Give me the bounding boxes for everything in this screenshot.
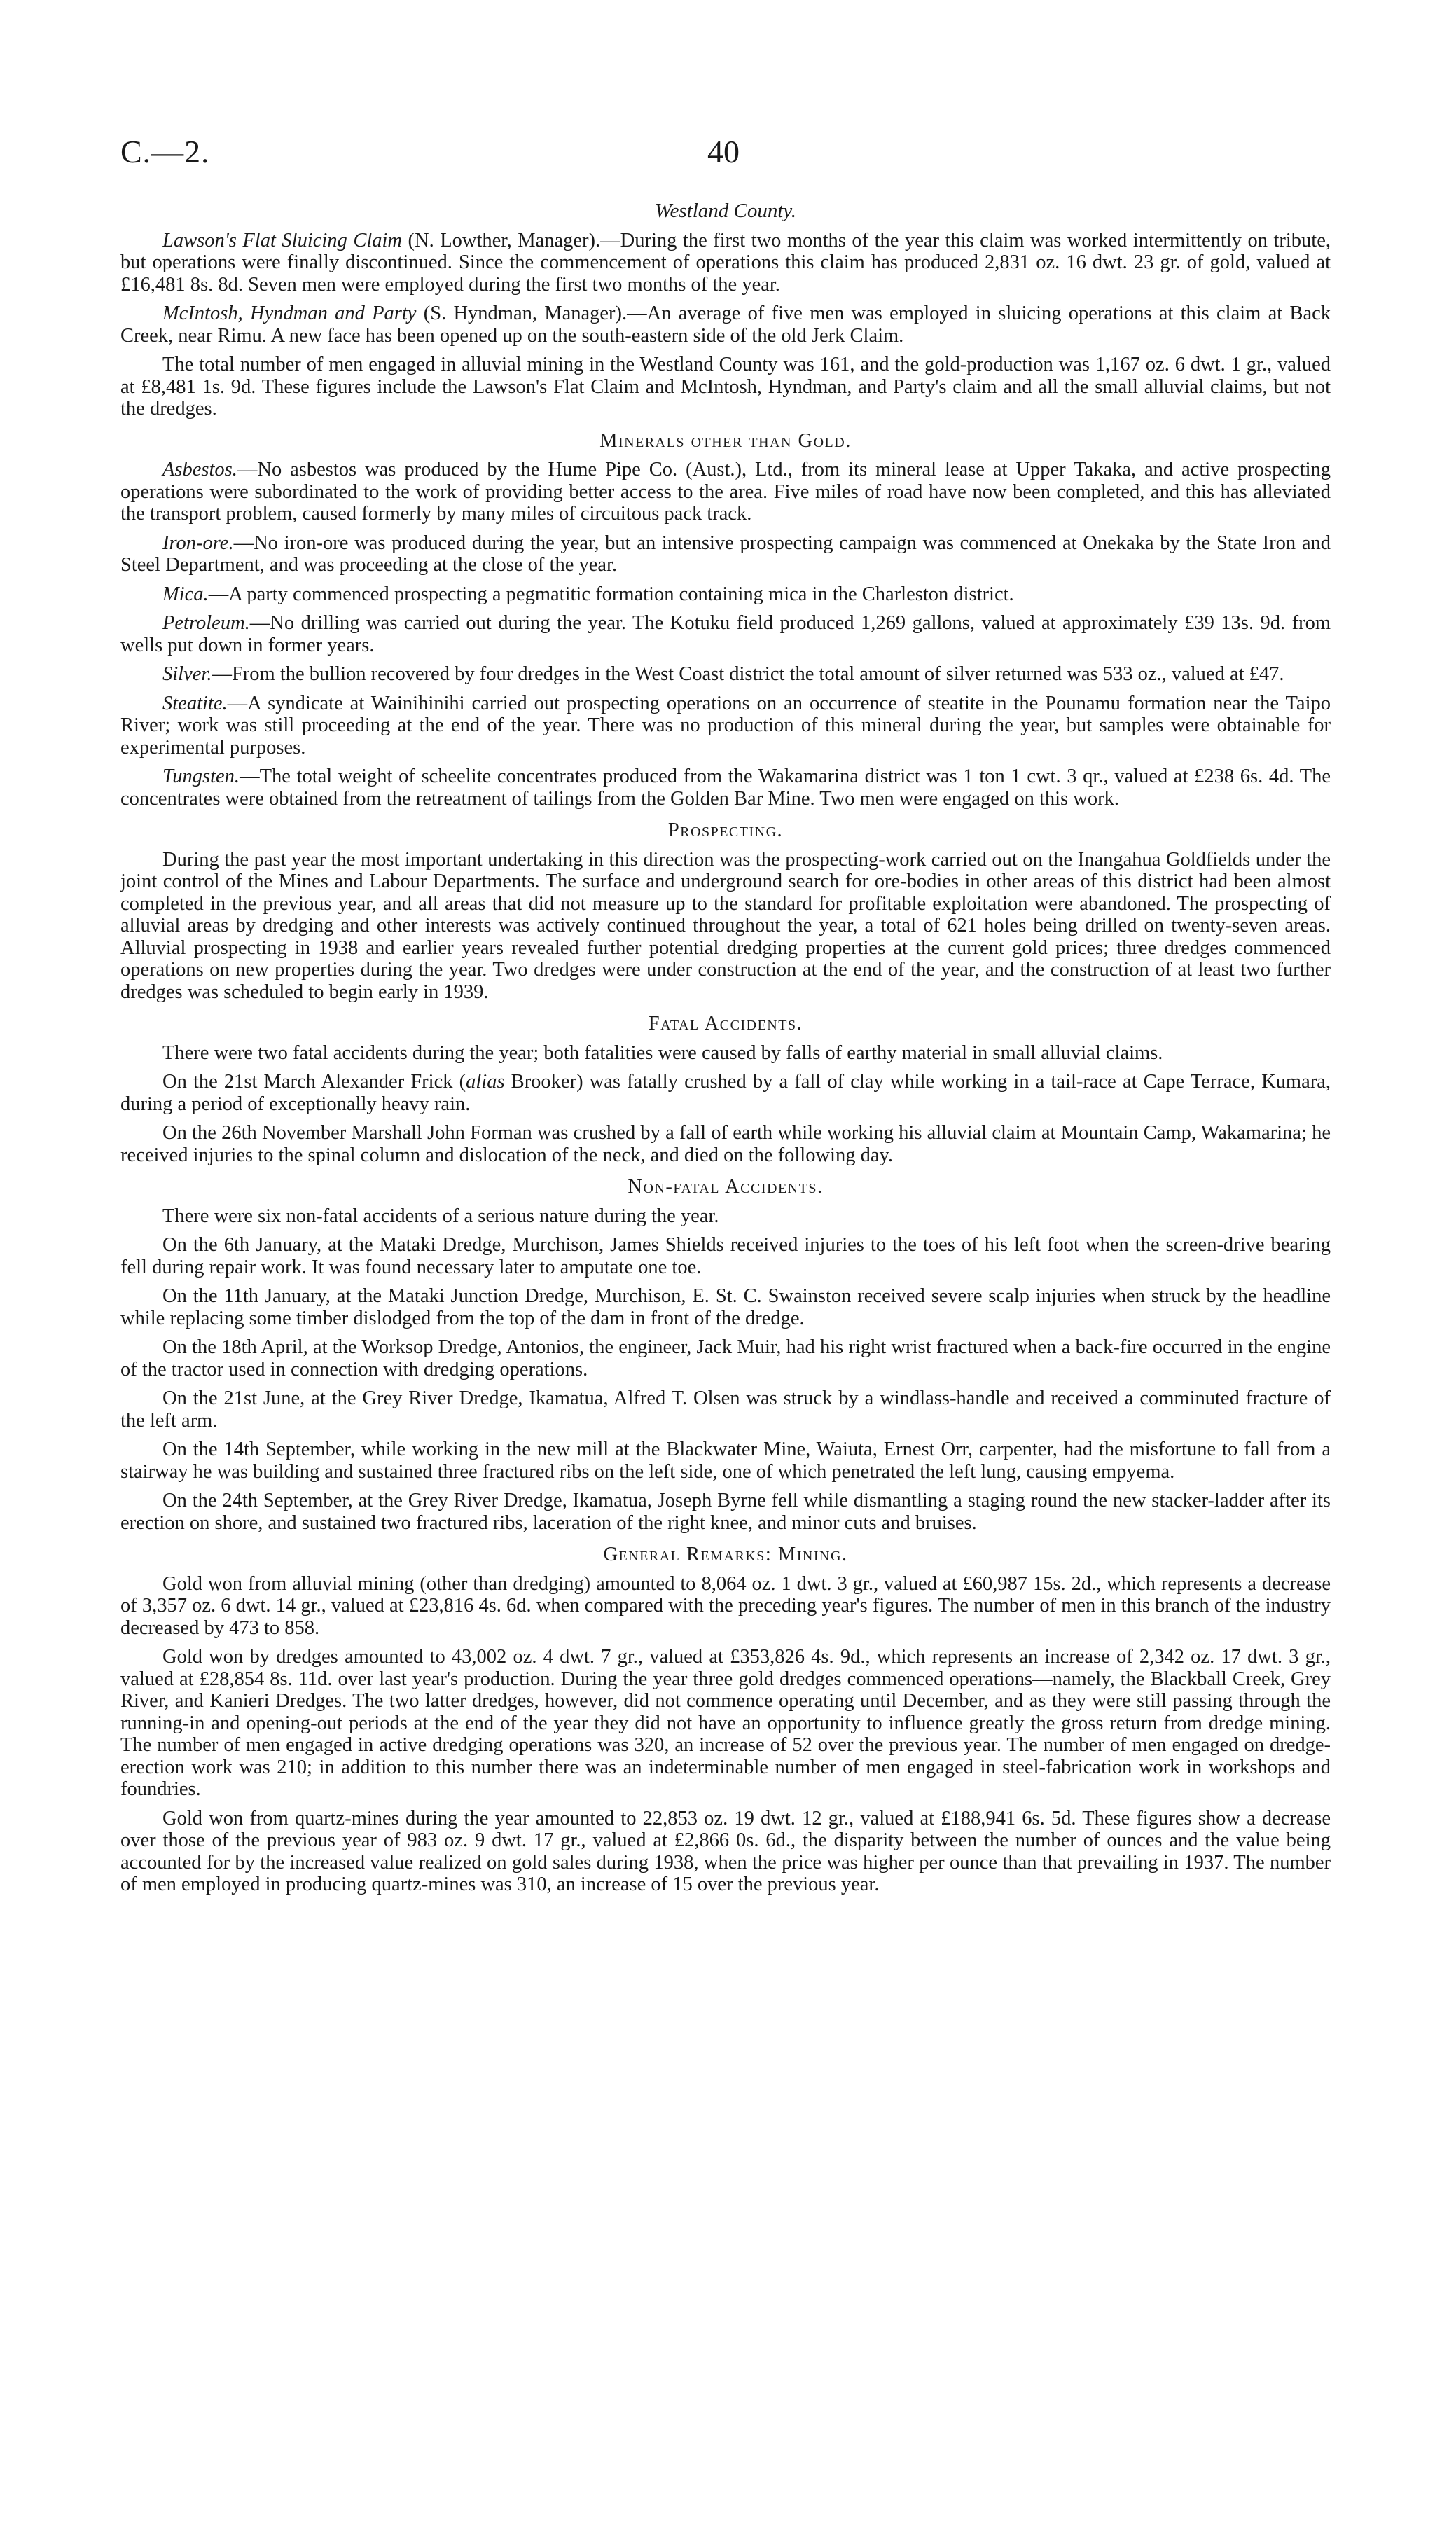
nonfatal-shields-paragraph: On the 6th January, at the Mataki Dredge, Murchison, James Shields received injuries to the toes of his left foot when the screen-drive bearing fell during repair work. It was found necessary later to amputate one toe.	[120, 1234, 1331, 1278]
fatal-frick-paragraph: On the 21st March Alexander Frick (alias Brooker) was fatally crushed by a fall of clay while working in a tail-race at Cape Terrace, Kumara, during a period of exceptionally heavy rain.	[120, 1071, 1331, 1115]
fatal-forman-paragraph: On the 26th November Marshall John Forman was crushed by a fall of earth while working his alluvial claim at Mountain Camp, Wakamarina; he received injuries to the spinal column and dislocation of the neck, and died on the following day.	[120, 1122, 1331, 1166]
prospecting-paragraph: During the past year the most important undertaking in this direction was the prospecting-work carried out on the Inangahua Goldfields under the joint control of the Mines and Labour Departments. The surface and underground search for ore-bodies in other areas of this district had been almost completed in the previous year, and all areas that did not measure up to the standard for profitable exploitation were abandoned. The prospecting of alluvial areas by dredging and other interests was actively continued throughout the year, a total of 621 holes being drilled on twenty-seven areas. Alluvial prospecting in 1938 and earlier years revealed further potential dredging properties at the current gold prices; three dredges commenced operations on new properties during the year. Two dredges were under construction at the end of the year, and the construction of at least two further dredges was scheduled to begin early in 1939.	[120, 848, 1331, 1003]
steatite-paragraph: Steatite.—A syndicate at Wainihinihi carried out prospecting operations on an occurrence of steatite in the Pounamu formation near the Taipo River; work was still proceeding at the end of the year. There was no production of this mineral during the year, but samples were obtainable for experimental purposes.	[120, 692, 1331, 759]
remarks-quartz-paragraph: Gold won from quartz-mines during the year amounted to 22,853 oz. 19 dwt. 12 gr., valued at £188,941 6s. 5d. These figures show a decrease over those of the previous year of 983 oz. 9 dwt. 17 gr., valued at £2,866 0s. 6d., the disparity between the number of ounces and the value being accounted for by the increased value realized on gold sales during 1938, when the price was higher per ounce than that prevailing in 1937. The number of men employed in producing quartz-mines was 310, an increase of 15 over the previous year.	[120, 1807, 1331, 1895]
remarks-dredges-paragraph: Gold won by dredges amounted to 43,002 oz. 4 dwt. 7 gr., valued at £353,826 4s. 9d., which represents an increase of 2,342 oz. 17 dwt. 3 gr., valued at £28,854 8s. 11d. over last year's production. During the year three gold dredges commenced operations—namely, the Blackball Creek, Grey River, and Kanieri Dredges. The two latter dredges, however, did not commence operating until December, and as they were still passing through the running-in and opening-out periods at the end of the year they did not have an opportunity to influence greatly the gross return from dredge mining. The number of men engaged in active dredging operations was 320, an increase of 52 over the previous year. The number of men engaged on dredge-erection work was 210; in addition to this number there was an indeterminable number of men engaged in steel-fabrication work in workshops and foundries.	[120, 1646, 1331, 1800]
nonfatal-byrne-paragraph: On the 24th September, at the Grey River Dredge, Ikamatua, Joseph Byrne fell while dismantling a staging round the new stacker-ladder after its erection on shore, and sustained two fractured ribs, laceration of the right knee, and minor cuts and bruises.	[120, 1490, 1331, 1534]
page-number: 40	[707, 134, 740, 169]
fatal-accidents-heading: Fatal Accidents.	[648, 1013, 803, 1034]
nonfatal-summary-paragraph: There were six non-fatal accidents of a serious nature during the year.	[162, 1205, 719, 1227]
mica-paragraph: Mica.—A party commenced prospecting a pegmatitic formation containing mica in the Charleston district.	[162, 583, 1014, 605]
asbestos-paragraph: Asbestos.—No asbestos was produced by the Hume Pipe Co. (Aust.), Ltd., from its mineral lease at Upper Takaka, and active prospecting operations were subordinated to the work of providing better access to the area. Five miles of road have now been completed, and this has alleviated the transport problem, caused formerly by many miles of circuitous pack track.	[120, 459, 1331, 525]
nonfatal-muir-paragraph: On the 18th April, at the Worksop Dredge, Antonios, the engineer, Jack Muir, had his right wrist fractured when a back-fire occurred in the engine of the tractor used in connection with dredging operations.	[120, 1336, 1331, 1380]
iron-ore-paragraph: Iron-ore.—No iron-ore was produced during the year, but an intensive prospecting campaign was commenced at Onekaka by the State Iron and Steel Department, and was proceeding at the close of the year.	[120, 532, 1331, 576]
general-remarks-heading: General Remarks: Mining.	[603, 1544, 848, 1565]
minerals-heading: Minerals other than Gold.	[599, 429, 852, 452]
petroleum-paragraph: Petroleum.—No drilling was carried out during the year. The Kotuku field produced 1,269 gallons, valued at approximately £39 13s. 9d. from wells put down in former years.	[120, 612, 1331, 656]
fatal-summary-paragraph: There were two fatal accidents during the year; both fatalities were caused by falls of earthy material in small alluvial claims.	[162, 1041, 1163, 1064]
westland-total-paragraph: The total number of men engaged in alluvial mining in the Westland County was 161, and the gold-production was 1,167 oz. 6 dwt. 1 gr., valued at £8,481 1s. 9d. These figures include the Lawson's Flat Claim and McIntosh, Hyndman, and Party's claim and all the small alluvial claims, but not the dredges.	[120, 354, 1331, 420]
silver-paragraph: Silver.—From the bullion recovered by four dredges in the West Coast district the total amount of silver returned was 533 oz., valued at £47.	[162, 663, 1284, 685]
page-body	[120, 200, 1331, 1903]
remarks-alluvial-paragraph: Gold won from alluvial mining (other than dredging) amounted to 8,064 oz. 1 dwt. 3 gr., valued at £60,987 15s. 2d., which represents a decrease of 3,357 oz. 6 dwt. 14 gr., valued at £23,816 4s. 6d. when compared with the preceding year's figures. The number of men in this branch of the industry decreased by 473 to 858.	[120, 1572, 1331, 1639]
mcintosh-paragraph: McIntosh, Hyndman and Party (S. Hyndman, Manager).—An average of five men was employed in sluicing operations at this claim at Back Creek, near Rimu. A new face has been opened up on the south-eastern side of the old Jerk Claim.	[120, 303, 1331, 347]
document-code: C.—2.	[120, 134, 210, 169]
nonfatal-orr-paragraph: On the 14th September, while working in the new mill at the Blackwater Mine, Waiuta, Ernest Orr, carpenter, had the misfortune to fall from a stairway he was building and sustained three fractured ribs on the left side, one of which penetrated the left lung, causing empyema.	[120, 1439, 1331, 1483]
nonfatal-olsen-paragraph: On the 21st June, at the Grey River Dredge, Ikamatua, Alfred T. Olsen was struck by a windlass-handle and received a comminuted fracture of the left arm.	[120, 1387, 1331, 1432]
nonfatal-swainston-paragraph: On the 11th January, at the Mataki Junction Dredge, Murchison, E. St. C. Swainston received severe scalp injuries when struck by the headline while replacing some timber dislodged from the top of the dam in front of the dredge.	[120, 1285, 1331, 1329]
lawsons-flat-paragraph: Lawson's Flat Sluicing Claim (N. Lowther, Manager).—During the first two months of the year this claim was worked intermittently on tribute, but operations were finally discontinued. Since the commencement of operations this claim has produced 2,831 oz. 16 dwt. 23 gr. of gold, valued at £16,481 8s. 8d. Seven men were employed during the first two months of the year.	[120, 229, 1331, 296]
westland-county-title: Westland County.	[655, 200, 796, 222]
prospecting-heading: Prospecting.	[667, 819, 784, 841]
non-fatal-accidents-heading: Non-fatal Accidents.	[628, 1176, 824, 1198]
tungsten-paragraph: Tungsten.—The total weight of scheelite concentrates produced from the Wakamarina district was 1 ton 1 cwt. 3 qr., valued at £238 6s. 4d. The concentrates were obtained from the retreatment of tailings from the Golden Bar Mine. Two men were engaged on this work.	[120, 766, 1331, 810]
